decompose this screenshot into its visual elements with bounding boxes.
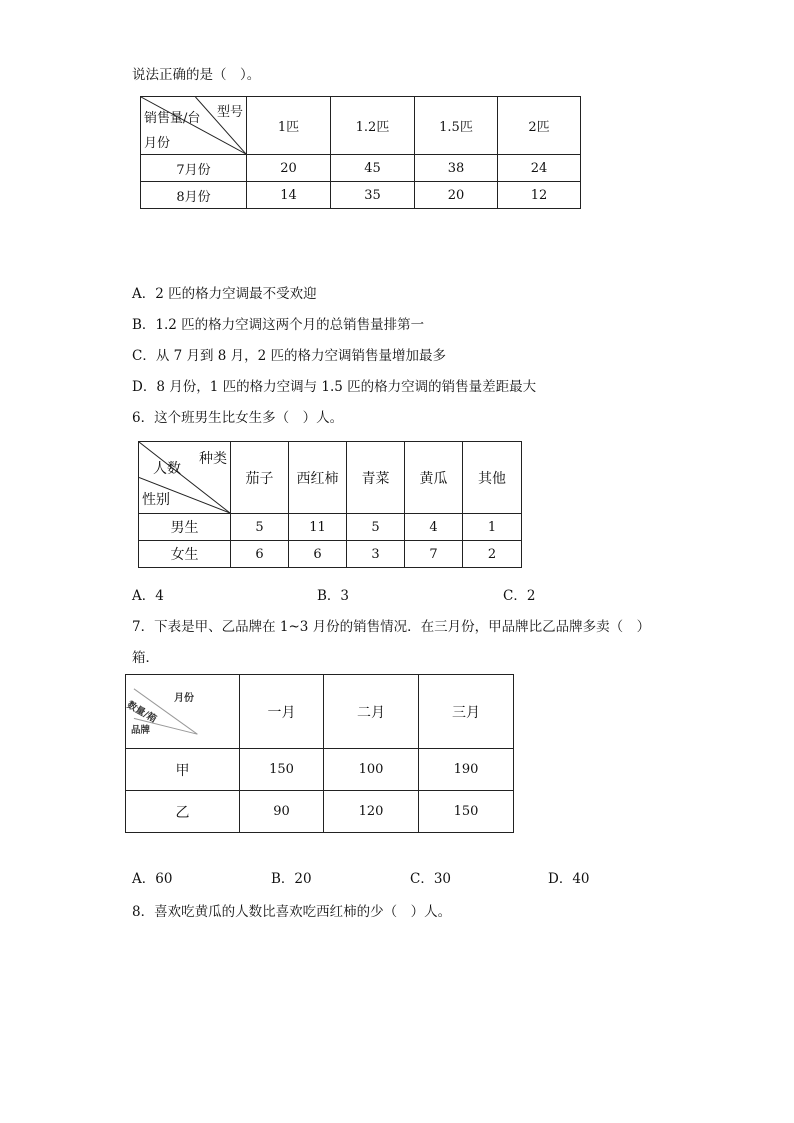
q7-col-header: 二月	[324, 675, 419, 749]
q6-stem: 6．这个班男生比女生多（ ）人。	[132, 410, 344, 426]
q7-corner-top-right: 月份	[174, 693, 194, 704]
table-cell: 120	[324, 791, 419, 833]
table-cell: 3	[347, 541, 405, 568]
q7-option-c[interactable]: C．30	[410, 871, 452, 887]
q7-table-corner	[126, 675, 240, 749]
q6-option-c[interactable]: C．2	[503, 588, 536, 604]
q7-corner-bottom-left: 品牌	[131, 725, 151, 736]
q5-corner-middle: 销售量/台	[144, 111, 201, 126]
table-cell: 6	[289, 541, 347, 568]
q5-corner-bottom-left: 月份	[144, 136, 171, 151]
q6-corner-top-right: 种类	[199, 451, 227, 467]
table-row	[139, 541, 522, 568]
q7-row-label: 乙	[126, 791, 240, 833]
q6-col-header: 西红柿	[289, 442, 347, 514]
table-cell: 14	[247, 182, 331, 209]
q5-table	[140, 96, 581, 209]
q6-option-b[interactable]: B．3	[317, 588, 350, 604]
table-cell: 100	[324, 749, 419, 791]
table-cell: 4	[405, 514, 463, 541]
table-cell: 5	[347, 514, 405, 541]
q7-options	[132, 870, 692, 888]
table-cell: 150	[419, 791, 514, 833]
q5-table-corner	[141, 97, 247, 155]
table-cell: 11	[289, 514, 347, 541]
table-cell: 24	[498, 155, 581, 182]
table-cell: 150	[240, 749, 324, 791]
q7-option-a[interactable]: A．60	[132, 871, 173, 887]
q6-col-header: 其他	[463, 442, 522, 514]
q6-corner-middle: 人数	[153, 461, 181, 477]
table-row	[139, 514, 522, 541]
q6-table-corner	[139, 442, 231, 514]
q5-stem: 说法正确的是（ ）。	[132, 67, 261, 83]
q5-row-label: 8月份	[141, 182, 247, 209]
q6-option-a[interactable]: A．4	[132, 588, 164, 604]
q7-table	[125, 674, 514, 833]
q7-stem-line1: 7．下表是甲、乙品牌在 1~3 月份的销售情况．在三月份，甲品牌比乙品牌多卖（ ）	[132, 619, 651, 635]
table-cell: 6	[231, 541, 289, 568]
q7-col-header: 三月	[419, 675, 514, 749]
q7-col-header: 一月	[240, 675, 324, 749]
q7-corner-middle: 数量/箱	[125, 699, 159, 726]
q6-row-label: 男生	[139, 514, 231, 541]
q5-col-header: 1匹	[247, 97, 331, 155]
q5-col-header: 1.2匹	[331, 97, 415, 155]
q5-corner-top-right: 型号	[216, 105, 243, 120]
q8-stem: 8．喜欢吃黄瓜的人数比喜欢吃西红柿的少（ ）人。	[132, 904, 452, 920]
table-row	[141, 155, 581, 182]
q7-stem-line2: 箱．	[132, 650, 159, 666]
table-cell: 45	[331, 155, 415, 182]
q5-option-b[interactable]: B．1.2 匹的格力空调这两个月的总销售量排第一	[132, 317, 425, 333]
q5-col-header: 2匹	[498, 97, 581, 155]
q5-option-c[interactable]: C．从 7 月到 8 月，2 匹的格力空调销售量增加最多	[132, 348, 447, 364]
q6-col-header: 茄子	[231, 442, 289, 514]
q6-col-header: 黄瓜	[405, 442, 463, 514]
table-cell: 5	[231, 514, 289, 541]
q7-option-b[interactable]: B．20	[271, 871, 312, 887]
table-cell: 12	[498, 182, 581, 209]
table-row	[126, 749, 514, 791]
table-row	[126, 791, 514, 833]
q5-col-header: 1.5匹	[415, 97, 498, 155]
q7-option-d[interactable]: D．40	[548, 871, 590, 887]
q6-col-header: 青菜	[347, 442, 405, 514]
table-cell: 35	[331, 182, 415, 209]
q6-table	[138, 441, 522, 568]
q7-row-label: 甲	[126, 749, 240, 791]
table-cell: 7	[405, 541, 463, 568]
table-cell: 38	[415, 155, 498, 182]
q6-corner-bottom-left: 性别	[142, 492, 170, 508]
table-row	[141, 182, 581, 209]
q5-row-label: 7月份	[141, 155, 247, 182]
q5-option-d[interactable]: D．8 月份，1 匹的格力空调与 1.5 匹的格力空调的销售量差距最大	[132, 379, 537, 395]
table-cell: 20	[415, 182, 498, 209]
table-cell: 190	[419, 749, 514, 791]
q6-row-label: 女生	[139, 541, 231, 568]
table-cell: 90	[240, 791, 324, 833]
q6-options	[132, 587, 692, 605]
table-cell: 1	[463, 514, 522, 541]
q5-option-a[interactable]: A．2 匹的格力空调最不受欢迎	[132, 286, 317, 302]
table-cell: 2	[463, 541, 522, 568]
table-cell: 20	[247, 155, 331, 182]
